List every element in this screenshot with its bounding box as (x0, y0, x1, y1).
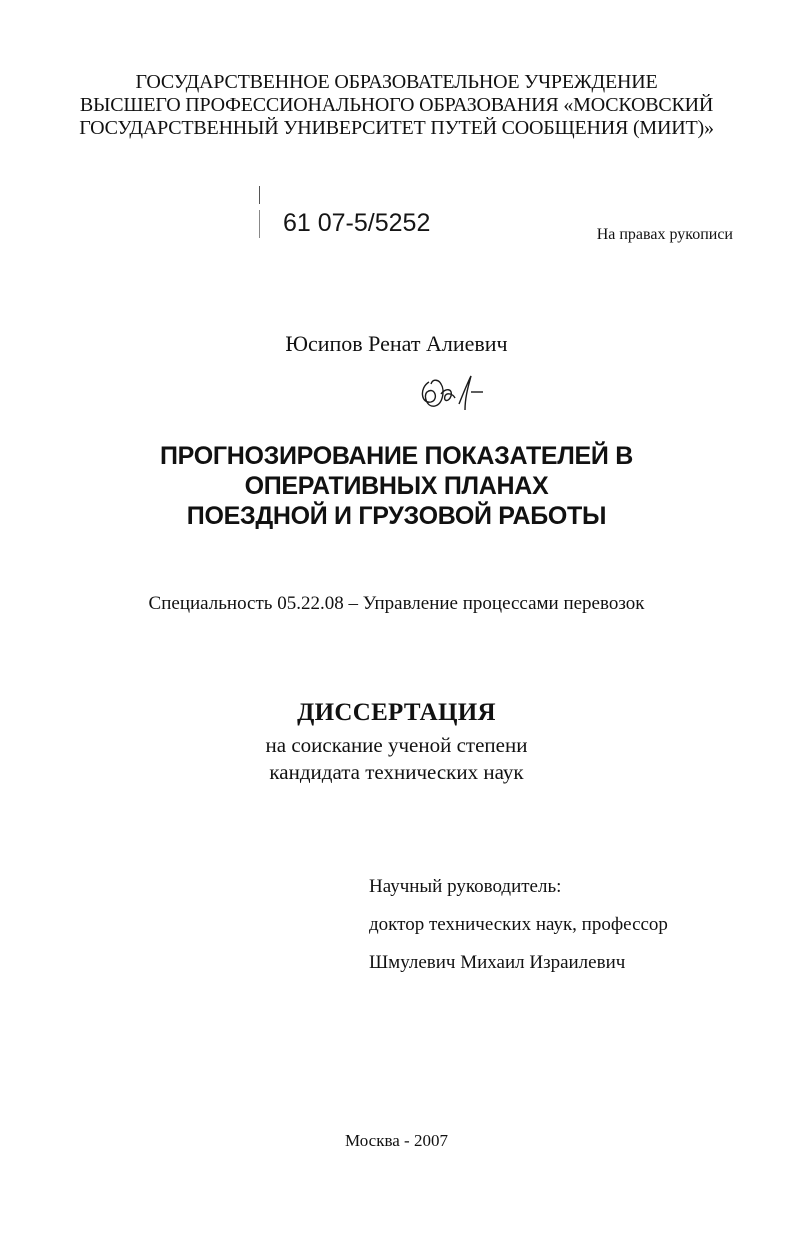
degree-sought (0, 732, 793, 786)
rights-note: На правах рукописи (596, 226, 733, 243)
document-type: ДИССЕРТАЦИЯ (297, 699, 496, 726)
title-line-1: ПРОГНОЗИРОВАНИЕ ПОКАЗАТЕЛЕЙ В (160, 442, 633, 470)
supervisor-credentials: доктор технических наук, профессор (369, 914, 668, 935)
signature-icon (415, 370, 505, 414)
institution-line-3: ГОСУДАРСТВЕННЫЙ УНИВЕРСИТЕТ ПУТЕЙ СООБЩЕНИЯ (МИИТ)» (79, 117, 714, 139)
degree-line-2: кандидата технических наук (269, 760, 524, 784)
place-and-year: Москва - 2007 (345, 1131, 448, 1150)
degree-line-1: на соискание ученой степени (265, 733, 528, 757)
institution-header (0, 71, 793, 140)
supervisor-name: Шмулевич Михаил Израилевич (369, 952, 626, 973)
institution-line-2: ВЫСШЕГО ПРОФЕССИОНАЛЬНОГО ОБРАЗОВАНИЯ «МОСКОВСКИЙ (79, 94, 714, 116)
stamp-mark-bottom (259, 210, 260, 238)
catalog-number: 61 07-5/5252 (283, 209, 431, 237)
supervisor-label: Научный руководитель: (369, 876, 562, 897)
specialty-line: Специальность 05.22.08 – Управление процессами перевозок (148, 593, 645, 614)
institution-line-1: ГОСУДАРСТВЕННОЕ ОБРАЗОВАТЕЛЬНОЕ УЧРЕЖДЕНИЕ (135, 71, 658, 93)
title-line-3: ПОЕЗДНОЙ И ГРУЗОВОЙ РАБОТЫ (186, 502, 607, 530)
author-name: Юсипов Ренат Алиевич (285, 331, 508, 356)
supervisor-block (369, 868, 668, 982)
stamp-mark-top (259, 186, 260, 204)
dissertation-title (0, 441, 793, 531)
title-line-2: ОПЕРАТИВНЫХ ПЛАНАХ (244, 472, 549, 500)
